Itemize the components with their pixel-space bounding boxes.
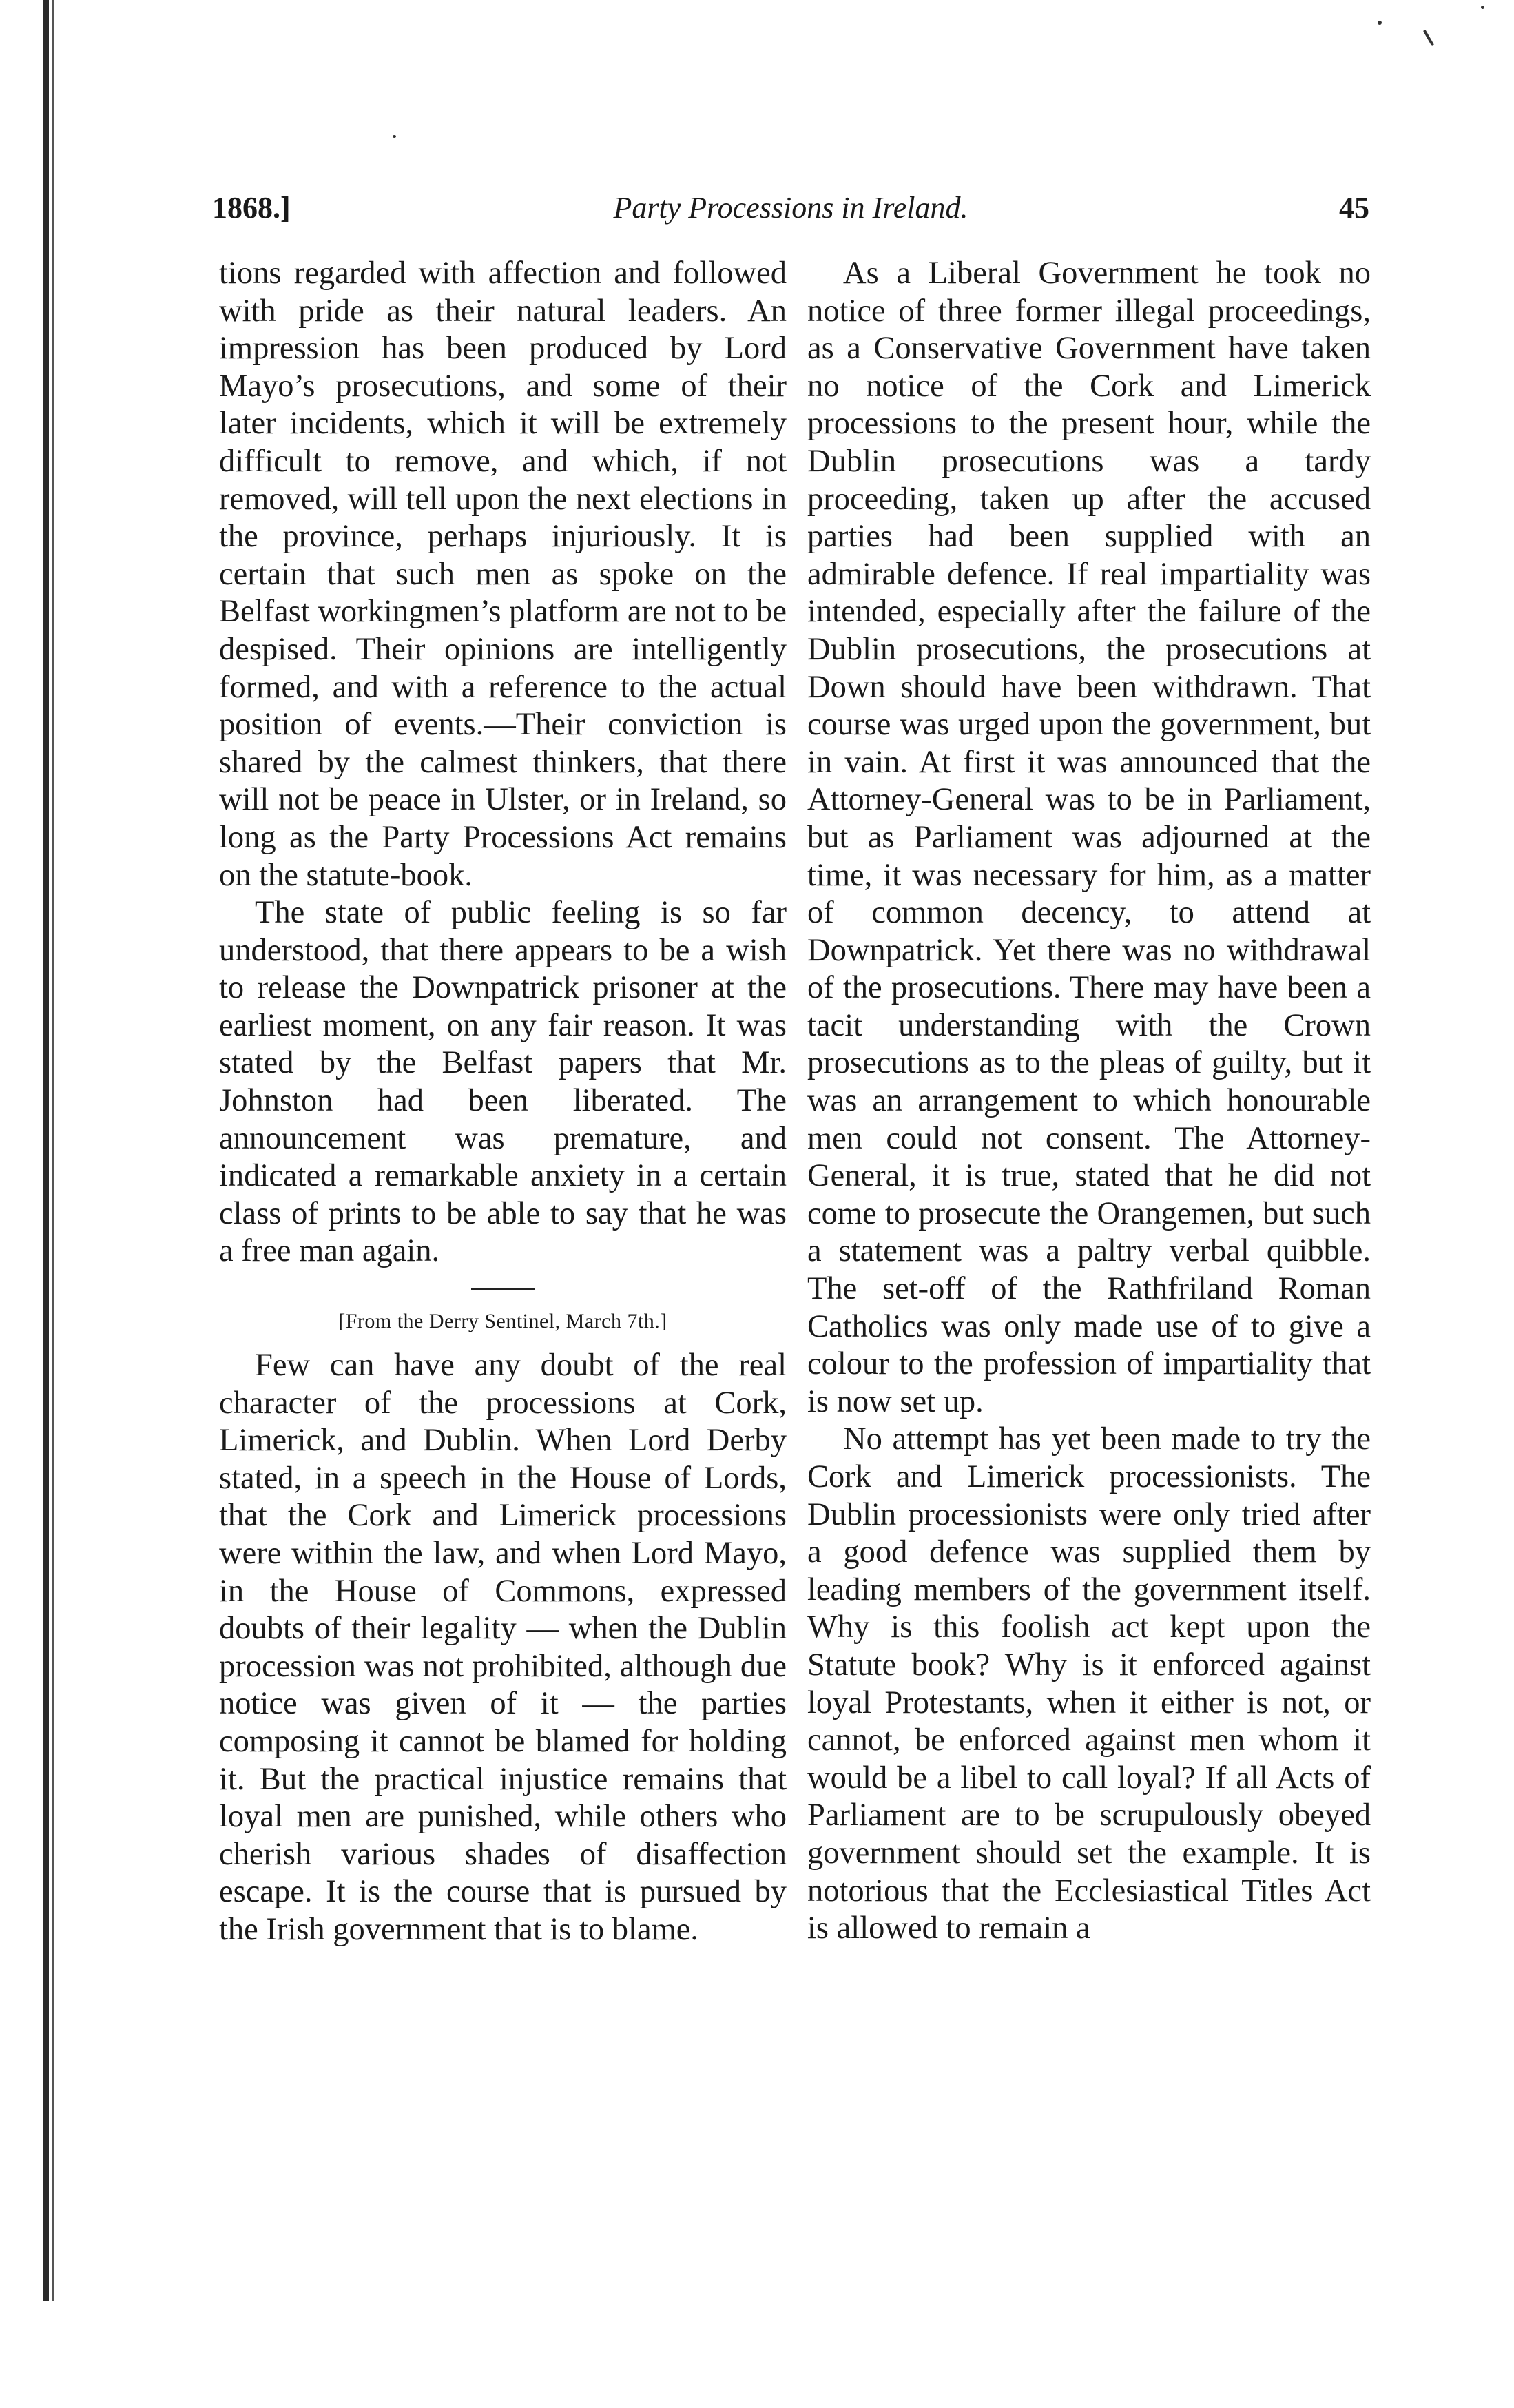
binding-edge [43,0,58,2301]
scan-speck [1481,6,1484,9]
header-year: 1868.] [212,191,291,225]
page-number: 45 [1339,191,1369,225]
right-column [807,255,1371,1948]
paragraph: tions regarded with affection and followed with pride as their natural leaders. An impression has been produced by Lord Mayo’s prosecutions, and some of their later incidents, which it will be extremely difficult to remove, and which, if not removed, will tell upon the next elections in the province, perhaps injuriously. It is certain that such men as spoke on the Belfast workingmen’s platform are not to be despised. Their opinions are intelligently formed, and with a reference to the actual position of events.—Their conviction is shared by the calmest thinkers, that there will not be peace in Ulster, or in Ireland, so long as the Party Processions Act remains on the statute-book. [219,256,787,893]
paragraph: The state of public feeling is so far understood, that there appears to be a wish to release the Downpatrick prisoner at the earliest moment, on any fair reason. It was stated by the Belfast papers that Mr. Johnston had been liberated. The announcement was premature, and indicated a remarkable anxiety in a certain class of prints to be able to say that he was a free man again. [219,895,787,1269]
section-divider [471,1288,535,1290]
running-title: Party Processions in Ireland. [613,191,968,225]
scan-speck [1423,30,1434,47]
paragraph: No attempt has yet been made to try the Cork and Limerick processionists. The Dublin processionists were only tried after a good defence was supplied them by leading members of the government itself. Why is this foolish act kept upon the Statute book? Why is it enforced against loyal Protestants, when it either is not, or cannot, be enforced against men whom it would be a libel to call loyal? If all Acts of Parliament are to be scrupulously obeyed government should set the example. It is notorious that the Ecclesiastical Titles Act is allowed to remain a [807,1421,1371,1946]
paragraph: As a Liberal Government he took no notice of three former illegal proceedings, as a Conservative Government have taken no notice of the Cork and Limerick processions to the present hour, while the Dublin prosecutions was a tardy proceeding, taken up after the accused parties had been supplied with an admirable defence. If real impartiality was intended, especially after the failure of the Dublin prosecutions, the prosecutions at Down should have been withdrawn. That course was urged upon the government, but in vain. At first it was announced that the Attorney-General was to be in Parliament, but as Parliament was adjourned at the time, it was necessary for him, as a matter of common decency, to attend at Downpatrick. Yet there was no withdrawal of the prosecutions. There may have been a tacit understanding with the Crown prosecutions as to the pleas of guilty, but it was an arrangement to which honourable men could not consent. The Attorney-General, it is true, stated that he did not come to prosecute the Orangemen, but such a statement was a paltry verbal quibble. The set-off of the Rathfriland Roman Catholics was only made use of to give a colour to the profession of impartiality that is now set up. [807,256,1371,1419]
paragraph: Few can have any doubt of the real character of the processions at Cork, Limerick, and Dublin. When Lord Derby stated, in a speech in the House of Lords, that the Cork and Limerick processions were within the law, and when Lord Mayo, in the House of Commons, expressed doubts of their legality — when the Dublin procession was not prohibited, although due notice was given of it — the parties composing it cannot be blamed for holding it. But the practical injustice remains that loyal men are punished, while others who cherish various shades of disaffection escape. It is the course that is pursued by the Irish government that is to blame. [219,1348,787,1947]
source-citation: [From the Derry Sentinel, March 7th.] [338,1310,667,1333]
left-column [219,255,787,1949]
scan-speck [1378,21,1382,25]
scan-speck [393,135,396,138]
running-header [212,181,1369,236]
